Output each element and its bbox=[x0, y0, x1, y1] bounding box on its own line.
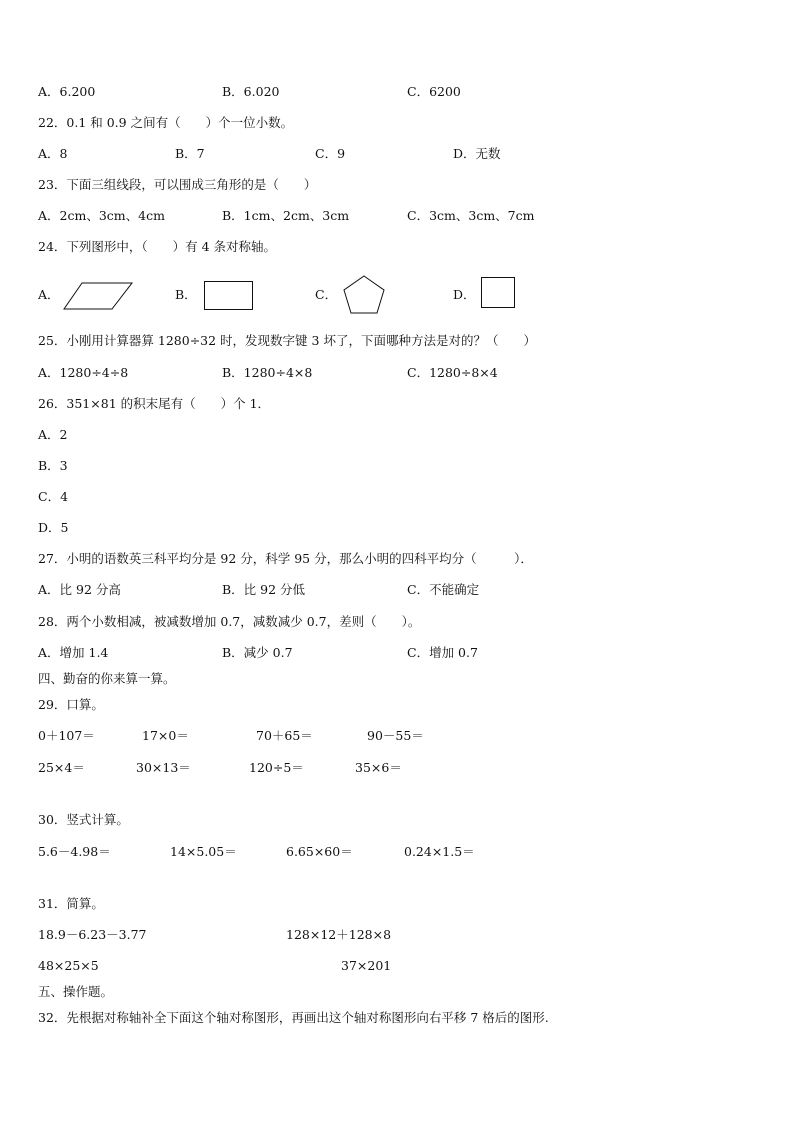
q24-stem: 24．下列图形中，（ ）有 4 条对称轴。 bbox=[38, 239, 277, 254]
q30-item: 5.6－4.98＝ bbox=[38, 844, 111, 859]
section-4-heading: 四、勤奋的你来算一算。 bbox=[38, 671, 176, 686]
q25-option-b: B．1280÷4×8 bbox=[222, 365, 313, 380]
q29-item: 25×4＝ bbox=[38, 760, 85, 775]
q27-stem: 27．小明的语数英三科平均分是 92 分，科学 95 分，那么小明的四科平均分（ ）． bbox=[38, 551, 533, 566]
q24-option-d: D． bbox=[453, 287, 476, 302]
q32-stem: 32．先根据对称轴补全下面这个轴对称图形，再画出这个轴对称图形向右平移 7 格后的图形. bbox=[38, 1010, 549, 1025]
q27-option-b: B．比 92 分低 bbox=[222, 582, 306, 597]
q31-stem: 31．简算。 bbox=[38, 896, 104, 911]
q29-item: 30×13＝ bbox=[136, 760, 191, 775]
q28-option-a: A．增加 1.4 bbox=[38, 645, 109, 660]
q23-option-c: C．3cm、3cm、7cm bbox=[407, 208, 535, 223]
q31-item: 37×201 bbox=[341, 958, 392, 973]
q26-option-a: A．2 bbox=[38, 427, 68, 442]
q24-option-c: C． bbox=[315, 287, 338, 302]
q29-item: 0＋107＝ bbox=[38, 728, 95, 743]
q21-option-a: A．6.200 bbox=[38, 84, 96, 99]
q26-stem: 26．351×81 的积末尾有（ ）个 1． bbox=[38, 396, 271, 411]
q27-option-a: A．比 92 分高 bbox=[38, 582, 121, 597]
q26-option-b: B．3 bbox=[38, 458, 68, 473]
q28-option-b: B．减少 0.7 bbox=[222, 645, 293, 660]
square-shape bbox=[480, 276, 518, 310]
q22-option-a: A．8 bbox=[38, 146, 68, 161]
q29-item: 90－55＝ bbox=[367, 728, 424, 743]
q29-item: 35×6＝ bbox=[355, 760, 402, 775]
q29-item: 120÷5＝ bbox=[249, 760, 304, 775]
q28-option-c: C．增加 0.7 bbox=[407, 645, 478, 660]
q29-item: 17×0＝ bbox=[142, 728, 189, 743]
q30-item: 0.24×1.5＝ bbox=[404, 844, 475, 859]
rectangle-shape bbox=[203, 280, 255, 312]
q26-option-d: D．5 bbox=[38, 520, 69, 535]
q24-option-b: B． bbox=[175, 287, 197, 302]
q29-item: 70＋65＝ bbox=[256, 728, 313, 743]
parallelogram-shape bbox=[62, 281, 134, 311]
q26-option-c: C．4 bbox=[38, 489, 69, 504]
q31-item: 18.9－6.23－3.77 bbox=[38, 927, 147, 942]
q28-stem: 28．两个小数相减，被减数增加 0.7，减数减少 0.7，差则（ ）。 bbox=[38, 614, 421, 629]
q23-stem: 23．下面三组线段，可以围成三角形的是（ ） bbox=[38, 177, 317, 192]
pentagon-shape bbox=[341, 274, 387, 316]
q30-item: 6.65×60＝ bbox=[286, 844, 353, 859]
q27-option-c: C．不能确定 bbox=[407, 582, 480, 597]
q21-option-b: B．6.020 bbox=[222, 84, 280, 99]
q29-stem: 29．口算。 bbox=[38, 697, 104, 712]
q22-stem: 22．0.1 和 0.9 之间有（ ）个一位小数。 bbox=[38, 115, 294, 130]
q30-item: 14×5.05＝ bbox=[170, 844, 237, 859]
q22-option-d: D．无数 bbox=[453, 146, 501, 161]
q25-option-a: A．1280÷4÷8 bbox=[38, 365, 129, 380]
section-5-heading: 五、操作题。 bbox=[38, 984, 114, 999]
q21-option-c: C．6200 bbox=[407, 84, 461, 99]
q30-stem: 30．竖式计算。 bbox=[38, 812, 129, 827]
q24-option-a: A． bbox=[38, 287, 60, 302]
q23-option-a: A．2cm、3cm、4cm bbox=[38, 208, 165, 223]
q25-option-c: C．1280÷8×4 bbox=[407, 365, 498, 380]
q22-option-b: B．7 bbox=[175, 146, 205, 161]
q22-option-c: C．9 bbox=[315, 146, 346, 161]
q23-option-b: B．1cm、2cm、3cm bbox=[222, 208, 350, 223]
q31-item: 128×12＋128×8 bbox=[286, 927, 392, 942]
q25-stem: 25．小刚用计算器算 1280÷32 时，发现数字键 3 坏了，下面哪种方法是对的？（ ） bbox=[38, 333, 536, 348]
q31-item: 48×25×5 bbox=[38, 958, 99, 973]
